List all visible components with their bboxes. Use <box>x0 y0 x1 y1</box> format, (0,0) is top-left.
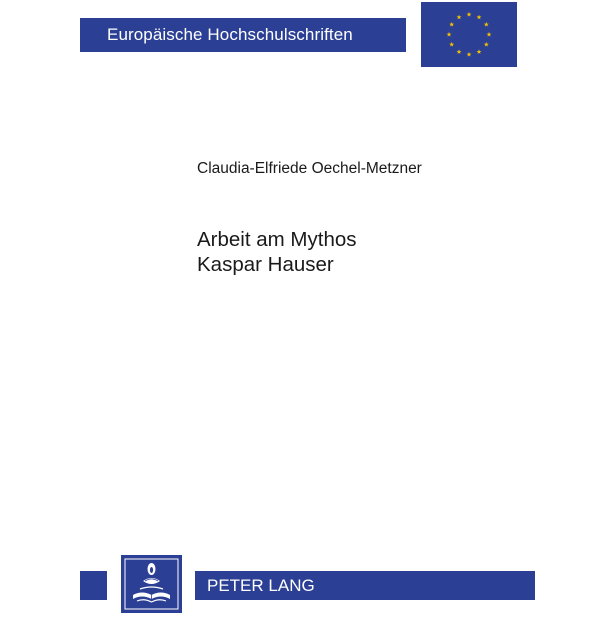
series-title: Europäische Hochschulschriften <box>107 25 353 44</box>
flag-star <box>449 22 454 27</box>
flag-star <box>457 49 462 54</box>
book-title-line-1: Arbeit am Mythos <box>197 228 357 251</box>
flag-star <box>447 32 452 37</box>
book-title-line-2: Kaspar Hauser <box>197 253 334 276</box>
decorative-square <box>80 571 107 600</box>
peter-lang-logo-icon <box>121 555 182 613</box>
publisher-name: PETER LANG <box>207 575 315 595</box>
eu-flag-icon <box>421 2 517 67</box>
flag-star <box>484 42 489 47</box>
flag-star <box>477 49 482 54</box>
book-title <box>197 227 357 277</box>
author-name: Claudia-Elfriede Oechel-Metzner <box>197 160 422 177</box>
series-banner <box>80 18 406 52</box>
flag-star <box>457 15 462 20</box>
publisher-banner <box>195 571 535 600</box>
flag-star <box>467 12 472 17</box>
flag-star <box>477 15 482 20</box>
flag-star <box>467 52 472 57</box>
flag-star <box>449 42 454 47</box>
flag-star <box>484 22 489 27</box>
flag-star <box>487 32 492 37</box>
